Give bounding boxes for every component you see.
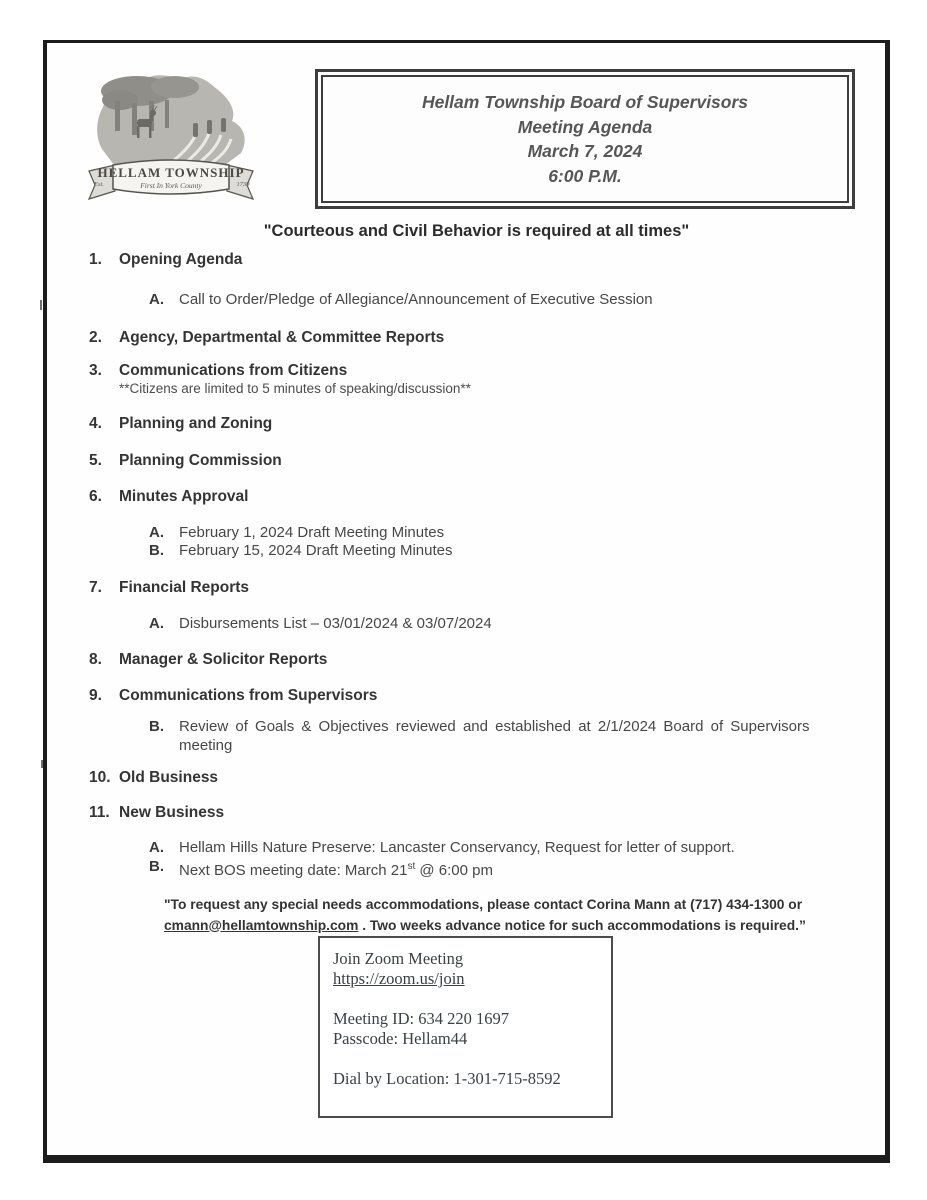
subitem-6b xyxy=(149,542,864,561)
subitem-text: February 1, 2024 Draft Meeting Minutes xyxy=(179,523,445,541)
subitem-letter: B. xyxy=(149,857,164,875)
agenda-item-8 xyxy=(89,650,864,669)
agenda-item-title: Agency, Departmental & Committee Reports xyxy=(119,328,445,346)
agenda-item-title: Opening Agenda xyxy=(119,251,243,268)
agenda-item-9 xyxy=(89,686,864,705)
agenda-item-title: New Business xyxy=(119,804,225,821)
agenda-item-title: Manager & Solicitor Reports xyxy=(119,651,328,668)
agenda-item-number: 10. xyxy=(89,769,111,786)
accommodations-note-line1: "To request any special needs accommodations, please contact Corina Mann at (717) 434-1300 or xyxy=(164,897,803,912)
subitem-6a xyxy=(149,524,864,543)
agenda-item-3 xyxy=(89,361,864,397)
agenda-subitems-9 xyxy=(149,718,864,755)
agenda-item-title: Planning Commission xyxy=(119,451,282,469)
subitem-text xyxy=(179,718,864,755)
agenda-item-number: 9. xyxy=(89,687,102,704)
subitem-9b xyxy=(149,718,864,755)
agenda-item-number: 7. xyxy=(89,578,102,596)
zoom-box-spacer xyxy=(333,1049,601,1069)
contact-email-link[interactable]: cmann@hellamtownship.com xyxy=(164,917,359,933)
subitem-11b xyxy=(149,858,864,881)
subitem-text-post: @ 6:00 pm xyxy=(415,861,493,879)
subitem-letter: B. xyxy=(149,542,164,559)
logo-tagline-text: First In York County xyxy=(140,181,202,190)
logo-banner-text: HELLAM TOWNSHIP xyxy=(97,165,245,180)
agenda-item-title: Financial Reports xyxy=(119,578,250,596)
subitem-text: February 15, 2024 Draft Meeting Minutes xyxy=(179,542,453,559)
agenda-item-title: Communications from Citizens xyxy=(119,361,348,379)
logo-est-text: Est. xyxy=(94,181,104,188)
meeting-title-inner xyxy=(321,75,849,203)
subitem-letter: A. xyxy=(149,523,164,541)
ordinal-superscript: st xyxy=(407,860,416,872)
behavior-quote: "Courteous and Civil Behavior is required at all times" xyxy=(263,222,690,240)
subitem-11a xyxy=(149,839,864,858)
agenda-item-number: 3. xyxy=(89,361,102,379)
township-logo-image xyxy=(75,67,267,212)
agenda-subitems-11 xyxy=(149,839,864,880)
scanned-page-border xyxy=(43,40,890,1163)
zoom-meeting-box xyxy=(318,936,613,1118)
agenda-item-title: Minutes Approval xyxy=(119,487,249,505)
subitem-letter: A. xyxy=(149,839,164,856)
agenda-item-title: Old Business xyxy=(119,769,219,786)
subitem-letter: B. xyxy=(149,718,164,735)
agenda-item-number: 2. xyxy=(89,328,102,346)
township-logo xyxy=(75,67,267,212)
meeting-title-box xyxy=(315,69,855,209)
agenda-item-7 xyxy=(89,578,864,597)
subitem-text xyxy=(179,858,864,881)
title-line-time: 6:00 P.M. xyxy=(548,165,622,186)
accommodations-note xyxy=(164,895,844,936)
citizens-time-limit-note: **Citizens are limited to 5 minutes of speaking/discussion** xyxy=(119,380,471,396)
agenda-item-11 xyxy=(89,803,864,822)
agenda-subitems-1 xyxy=(149,291,864,310)
logo-banner-ribbon xyxy=(89,160,253,199)
agenda-item-10 xyxy=(89,768,864,787)
accommodations-note-line2: . Two weeks advance notice for such accommodations is required.” xyxy=(358,917,806,933)
agenda-item-4 xyxy=(89,414,864,433)
zoom-box-spacer xyxy=(333,989,601,1009)
agenda-item-number: 11. xyxy=(89,804,110,821)
scan-artifact xyxy=(40,300,42,310)
subitem-letter: A. xyxy=(149,291,164,308)
agenda-item-number: 1. xyxy=(89,251,102,268)
agenda-content xyxy=(89,221,864,1118)
subitem-text: Call to Order/Pledge of Allegiance/Announcement of Executive Session xyxy=(179,291,653,308)
agenda-item-number: 4. xyxy=(89,414,102,432)
agenda-item-1 xyxy=(89,250,864,269)
subitem-letter: A. xyxy=(149,614,164,632)
subitem-text: Disbursements List – 03/01/2024 & 03/07/2024 xyxy=(179,614,492,632)
subitem-text-line2: meeting xyxy=(179,736,233,754)
zoom-join-label: Join Zoom Meeting xyxy=(333,949,464,968)
subitem-text-line1: Review of Goals & Objectives reviewed and established at 2/1/2024 Board of Supervisors xyxy=(179,718,810,735)
agenda-subitems-7 xyxy=(149,615,864,634)
agenda-item-number: 6. xyxy=(89,487,102,505)
zoom-meeting-id: Meeting ID: 634 220 1697 xyxy=(333,1009,509,1028)
subitem-7a xyxy=(149,615,864,634)
agenda-item-number: 5. xyxy=(89,451,102,469)
agenda-item-title: Planning and Zoning xyxy=(119,414,273,432)
agenda-item-2 xyxy=(89,328,864,347)
agenda-item-number: 8. xyxy=(89,651,102,668)
title-line-agenda: Meeting Agenda xyxy=(517,116,653,137)
zoom-join-url-link[interactable]: https://zoom.us/join xyxy=(333,969,465,988)
scan-artifact xyxy=(41,760,43,768)
zoom-dial-number: Dial by Location: 1-301-715-8592 xyxy=(333,1069,561,1088)
title-line-date: March 7, 2024 xyxy=(527,141,643,161)
logo-year-text: 1739 xyxy=(236,181,250,188)
agenda-item-body xyxy=(119,361,471,397)
agenda-item-5 xyxy=(89,451,864,470)
agenda-item-title: Communications from Supervisors xyxy=(119,687,378,704)
agenda-subitems-6 xyxy=(149,524,864,561)
subitem-text-pre: Next BOS meeting date: March 21 xyxy=(179,861,408,879)
subitem-1a xyxy=(149,291,864,310)
title-line-org: Hellam Township Board of Supervisors xyxy=(421,92,749,112)
subitem-text: Hellam Hills Nature Preserve: Lancaster Conservancy, Request for letter of support. xyxy=(179,839,735,856)
agenda-item-6 xyxy=(89,487,864,506)
zoom-passcode: Passcode: Hellam44 xyxy=(333,1029,468,1048)
